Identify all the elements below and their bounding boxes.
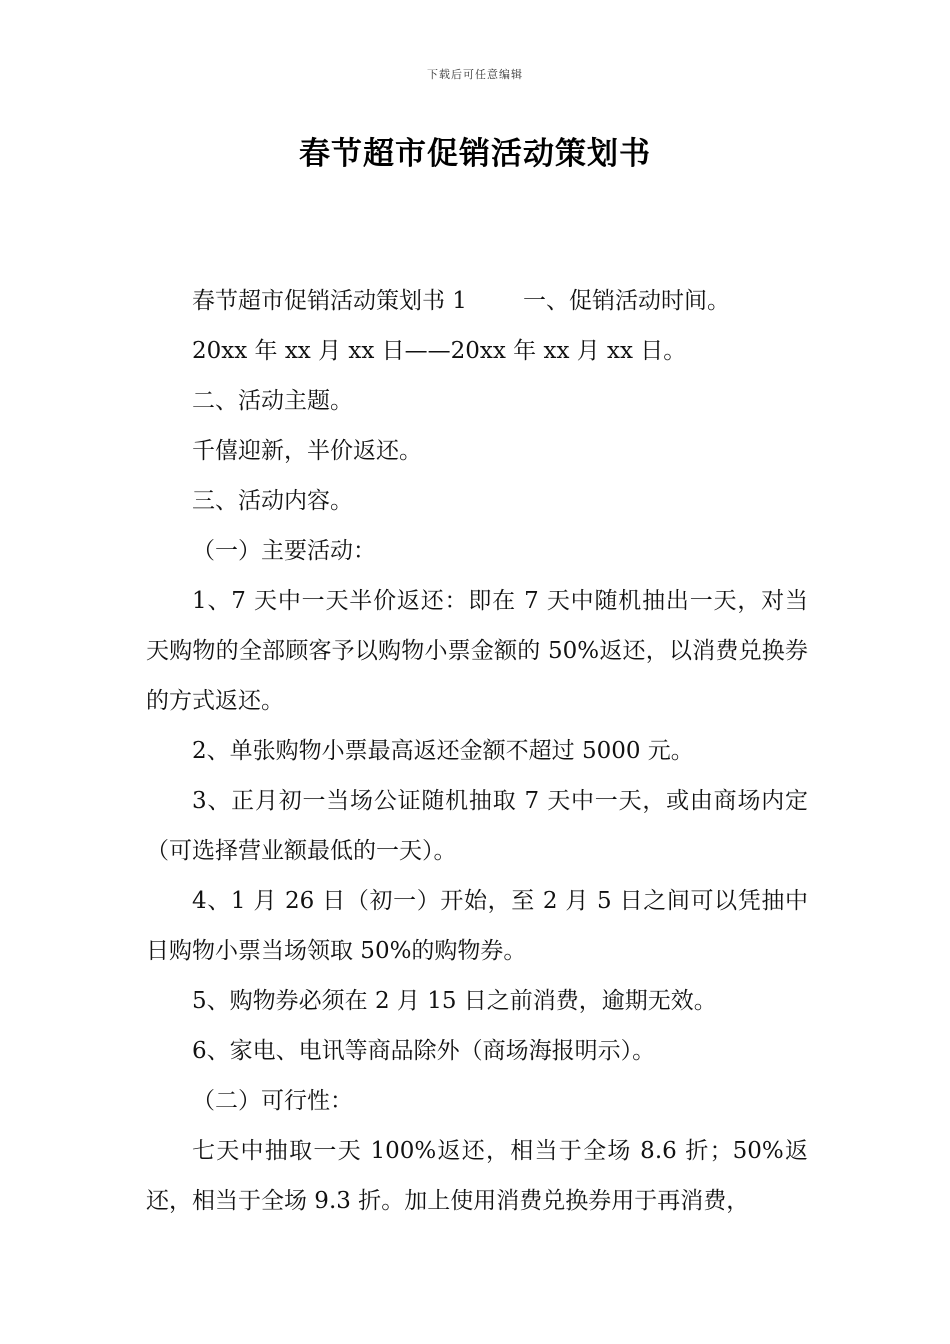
document-title: 春节超市促销活动策划书 [299,136,651,172]
paragraph: 5、购物券必须在 2 月 15 日之前消费，逾期无效。 [192,988,717,1014]
paragraph-first-line-part2: 一、促销活动时间。 [522,288,730,314]
paragraph: 6、家电、电讯等商品除外（商场海报明示）。 [192,1038,656,1064]
paragraph: 七天中抽取一天 100%返还，相当于全场 8.6 折；50%返还，相当于全场 9.3 折。加上使用消费兑换券用于再消费， [146,1138,808,1214]
paragraph: 3、正月初一当场公证随机抽取 7 天中一天，或由商场内定（可选择营业额最低的一天）。 [146,788,808,864]
paragraph: 三、活动内容。 [192,488,353,514]
paragraph: 4、1 月 26 日（初一）开始，至 2 月 5 日之间可以凭抽中日购物小票当场领取 50%的购物券。 [146,888,808,964]
document-body [146,276,808,1226]
paragraph: 1、7 天中一天半价返还：即在 7 天中随机抽出一天，对当天购物的全部顾客予以购物小票金额的 50%返还，以消费兑换券的方式返还。 [146,588,808,714]
paragraph: （二）可行性： [192,1088,353,1114]
paragraph: 二、活动主题。 [192,388,353,414]
paragraph-first-line-part1: 春节超市促销活动策划书 1 [192,288,467,314]
header-note: 下载后可任意编辑 [427,68,523,81]
paragraph: 20xx 年 xx 月 xx 日——20xx 年 xx 月 xx 日。 [192,338,687,364]
paragraph: 千僖迎新，半价返还。 [192,438,422,464]
paragraph: （一）主要活动： [192,538,376,564]
paragraph: 2、单张购物小票最高返还金额不超过 5000 元。 [192,738,694,764]
paragraph-first-line [146,276,808,326]
